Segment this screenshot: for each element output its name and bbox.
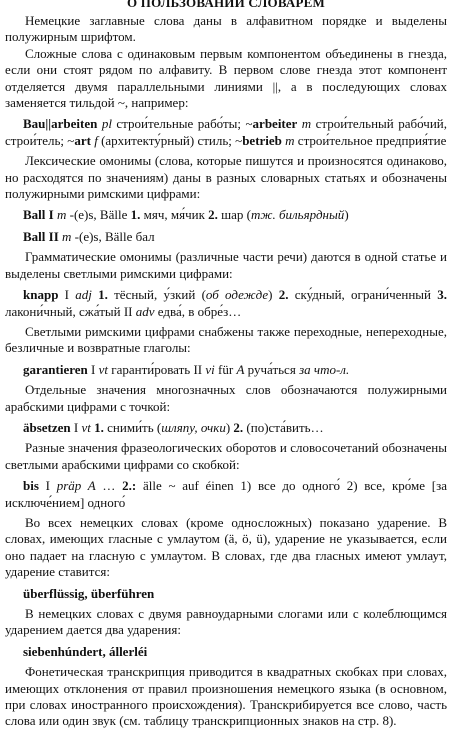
paragraph-verbs: Светлыми римскими цифрами снабжены также переходные, непереходные, безличные и возвратные глаголы: — [5, 323, 447, 356]
paragraph-meanings: Отдельные значения многозначных слов обозначаются полужирными арабскими цифрами с точкой: — [5, 382, 447, 414]
paragraph-phraseology: Разные значения фразеологических оборотов и словосочетаний обозначены светлыми арабскими цифрами со скобкой: — [5, 440, 447, 472]
example-ball-2: Ball II m -(e)s, Bälle бал — [23, 228, 155, 244]
paragraph-headwords: Немецкие заглавные слова даны в алфавитном порядке и выделены полужирным шрифтом. — [5, 13, 447, 45]
example-umlaut: überflüssig, überführen — [23, 585, 155, 601]
example-bau-head: Bau||arbeiten — [23, 116, 98, 132]
example-double-stress: siebenhúndert, állerléi — [23, 643, 148, 659]
example-bau: Bau||arbeiten pl строи́тельные рабо́ты; ~arbeiter m строи́тельный рабо́чий, строи́тель; ~art f (архитекту́рный) стиль; ~betrieb m строи́тельное предприя́тие — [5, 116, 447, 148]
paragraph-double-stress: В немецких словах с двумя равноударными слогами или с колеблющимся ударением дается два ударения: — [5, 606, 447, 638]
paragraph-compounds: Сложные слова с одинаковым первым компонентом объединены в гнезда, если они стоят рядом по алфавиту. В первом слове гнезда этот компонент отделяется двумя параллельными линиями ||, а в последующих словах заменяется тильдой ~, например: — [5, 45, 447, 111]
paragraph-grammatical-homonyms: Грамматические омонимы (различные части речи) даются в одной статье и выделены светлыми римскими цифрами: — [5, 249, 447, 281]
paragraph-lexical-homonyms: Лексические омонимы (слова, которые пишутся и произносятся одинаково, но расходятся по значениям) даны в разных словарных статьях и обозначены полужирными римскими цифрами: — [5, 153, 447, 202]
example-garantieren: garantieren I vt гаранти́ровать II vi für A руча́ться за что-л. — [23, 361, 350, 377]
paragraph-stress: Во всех немецких словах (кроме односложных) показано ударение. В словах, имеющих гласные с умлаутом (ä, ö, ü), ударение не указывается, если оно падает на гласную с умлаутом. В словах, где два гласных имеют умлаут, ударение ставится: — [5, 514, 447, 580]
example-bis: bis I präp A … 2.: älle ~ auf éinen 1) все до одного́ 2) все, кро́ме [за исключе́нием] одного́ — [5, 478, 447, 510]
example-knapp: knapp I adj 1. тёсный, у́зкий (об одежде) 2. ску́дный, ограни́ченный 3. лакони́чный, сжа́тый II adv едва́, в обре́з… — [5, 287, 447, 319]
page-title: О ПОЛЬЗОВАНИИ СЛОВАРЕМ — [127, 0, 325, 10]
example-absetzen: äbsetzen I vt 1. сними́ть (шляпу, очки) 2. (по)ста́вить… — [23, 419, 324, 435]
paragraph-transcription: Фонетическая транскрипция приводится в квадратных скобках при словах, имеющих отклонения от правил произношения немецкого языка (в основном, при словах иностранного происхождения). Транскрибируется все слово, часть слова или один звук (см. таблицу транскрипционных знаков на стр. 8). — [5, 664, 447, 729]
example-ball-1: Ball I m -(e)s, Bälle 1. мяч, мя́чик 2. шар (тж. бильярдный) — [23, 207, 349, 223]
